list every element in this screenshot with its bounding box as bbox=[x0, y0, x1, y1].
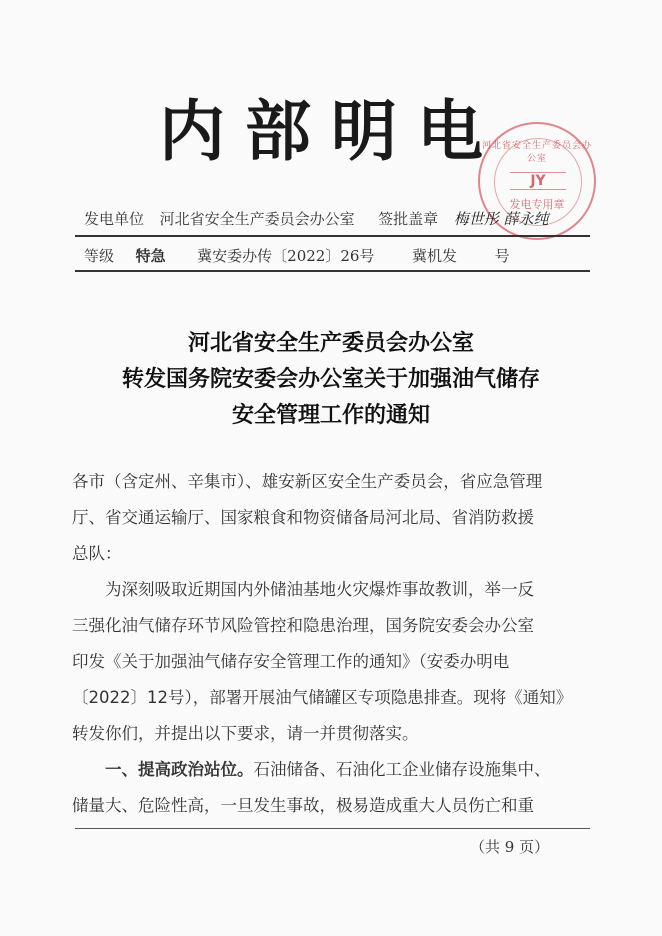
body-line: 三强化油气储存环节风险管控和隐患治理，国务院安委会办公室 bbox=[72, 616, 534, 635]
body-line: 印发《关于加强油气储存安全管理工作的通知》（安委办明电 bbox=[72, 652, 510, 671]
body-line: 厅、省交通运输厅、国家粮食和物资储备局河北局、省消防救援 bbox=[72, 508, 534, 527]
title-line-1: 河北省安全生产委员会办公室 bbox=[187, 330, 474, 356]
paragraph-1-text: 石油储备、石油化工企业储存设施集中、 bbox=[253, 760, 551, 779]
grade-label: 等级 bbox=[84, 247, 115, 265]
seal-ring-text: 河北省安全生产委员会办公室 bbox=[481, 141, 592, 164]
body-line: 转发你们，并提出以下要求，请一并贯彻落实。 bbox=[72, 724, 419, 743]
body-line: 各市（含定州、辛集市）、雄安新区安全生产委员会，省应急管理 bbox=[72, 472, 543, 491]
paragraph-1-heading: 一、提高政治站位。 bbox=[105, 760, 254, 779]
page-count: （共 9 页） bbox=[470, 838, 550, 856]
body-line: 总队： bbox=[72, 544, 122, 563]
issue-suffix: 号 bbox=[494, 247, 510, 265]
body-line: 为深刻吸取近期国内外储油基地火灾爆炸事故教训，举一反 bbox=[72, 580, 534, 599]
header-divider-top bbox=[75, 235, 590, 237]
footer-divider bbox=[75, 828, 590, 829]
doc-number: 冀安委办传〔2022〕26号 bbox=[197, 247, 375, 265]
paragraph-1-line-1 bbox=[72, 756, 592, 780]
grade-row bbox=[84, 245, 510, 266]
issue-label: 冀机发 bbox=[411, 247, 457, 265]
sender-row bbox=[84, 208, 549, 229]
title-line-2: 转发国务院安委会办公室关于加强油气储存 bbox=[121, 366, 540, 392]
paragraph-1-line-2: 储量大、危险性高，一旦发生事故，极易造成重大人员伤亡和重 bbox=[72, 796, 534, 815]
sign-label: 签批盖章 bbox=[378, 210, 439, 228]
document-banner: 内部明电 bbox=[159, 92, 503, 170]
grade-value: 特急 bbox=[135, 247, 166, 265]
title-line-3: 安全管理工作的通知 bbox=[231, 402, 430, 428]
seal-code: JY bbox=[510, 172, 566, 190]
header-divider-bottom bbox=[75, 270, 590, 272]
signatures: 梅世彤 薛永纯 bbox=[453, 210, 549, 228]
sender-label: 发电单位 bbox=[84, 210, 145, 228]
seal-label: 发电专用章 bbox=[509, 198, 565, 211]
body-line: 〔2022〕12号），部署开展油气储罐区专项隐患排查。现将《通知》 bbox=[72, 688, 573, 707]
sender-name: 河北省安全生产委员会办公室 bbox=[159, 210, 355, 228]
